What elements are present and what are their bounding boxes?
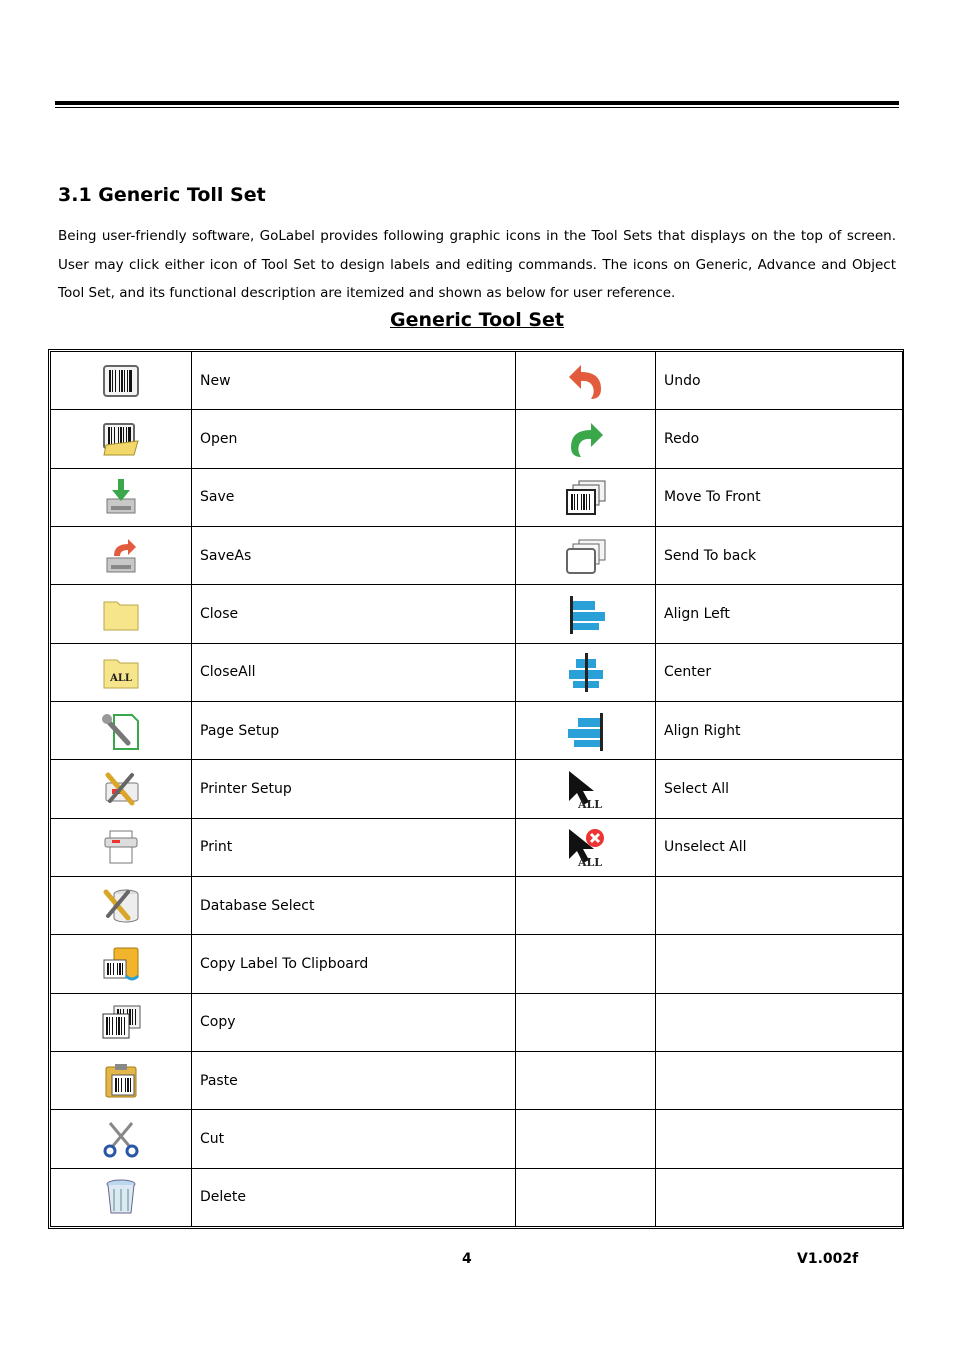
table-row	[51, 468, 903, 526]
icon-cell	[516, 526, 656, 584]
intro-paragraph: Being user-friendly software, GoLabel provides following graphic icons in the Tool Sets that displays on the top of screen. User may click either icon of Tool Set to design labels and editing commands. The icons on Generic, Advance and Object Tool Set, and its functional description are itemized and shown as below for user reference.	[58, 228, 896, 301]
icon-cell	[51, 876, 192, 934]
tool-label	[656, 993, 903, 1051]
tool-label: Copy Label To Clipboard	[192, 935, 516, 993]
table-row	[51, 818, 903, 876]
redo-icon	[563, 417, 609, 461]
table-row	[51, 701, 903, 759]
icon-cell	[516, 1051, 656, 1109]
open-label-icon	[98, 417, 144, 461]
unselect-all-icon	[563, 825, 609, 869]
tool-label: Copy	[192, 993, 516, 1051]
tool-label	[656, 1168, 903, 1226]
paste-icon	[98, 1059, 144, 1103]
icon-cell	[516, 352, 656, 410]
save-as-icon	[98, 534, 144, 578]
header-rule-thin	[55, 107, 899, 108]
tool-label: Print	[192, 818, 516, 876]
tool-label: Cut	[192, 1110, 516, 1168]
tool-label	[656, 1110, 903, 1168]
page-setup-icon	[98, 709, 144, 753]
table-row	[51, 643, 903, 701]
tool-label: New	[192, 352, 516, 410]
table-title: Generic Tool Set	[390, 309, 564, 331]
icon-cell	[51, 993, 192, 1051]
send-to-back-icon	[563, 534, 609, 578]
header-rule-thick	[55, 101, 899, 105]
table-row	[51, 1168, 903, 1226]
icon-cell	[516, 585, 656, 643]
tool-label: Save	[192, 468, 516, 526]
icon-cell	[51, 1168, 192, 1226]
generic-tool-set-table	[50, 351, 903, 1227]
table-row	[51, 760, 903, 818]
printer-setup-icon	[98, 767, 144, 811]
icon-cell	[51, 818, 192, 876]
icon-cell	[51, 935, 192, 993]
copy-icon	[98, 1000, 144, 1044]
tool-label	[656, 876, 903, 934]
svg-text:ALL: ALL	[577, 797, 602, 811]
icon-cell	[51, 468, 192, 526]
align-left-icon	[563, 592, 609, 636]
table-row	[51, 935, 903, 993]
copy-label-to-clipboard-icon	[98, 942, 144, 986]
icon-cell	[51, 1051, 192, 1109]
tool-label: Page Setup	[192, 701, 516, 759]
icon-cell	[516, 818, 656, 876]
table-row	[51, 526, 903, 584]
move-to-front-icon	[563, 475, 609, 519]
icon-cell	[51, 1110, 192, 1168]
icon-cell	[51, 352, 192, 410]
table-row	[51, 1051, 903, 1109]
tool-label: CloseAll	[192, 643, 516, 701]
icon-cell	[516, 935, 656, 993]
icon-cell	[51, 526, 192, 584]
icon-cell	[516, 1168, 656, 1226]
tool-label: Redo	[656, 410, 903, 468]
table-row	[51, 410, 903, 468]
table-row	[51, 585, 903, 643]
tool-label: Paste	[192, 1051, 516, 1109]
icon-cell	[516, 993, 656, 1051]
tool-label: Printer Setup	[192, 760, 516, 818]
tool-label: Send To back	[656, 526, 903, 584]
table-row	[51, 1110, 903, 1168]
tool-label: Unselect All	[656, 818, 903, 876]
print-icon	[98, 825, 144, 869]
tool-label: Close	[192, 585, 516, 643]
cut-scissors-icon	[98, 1117, 144, 1161]
tool-label	[656, 1051, 903, 1109]
tool-label: Database Select	[192, 876, 516, 934]
save-icon	[98, 475, 144, 519]
align-center-icon	[563, 650, 609, 694]
tool-label: Delete	[192, 1168, 516, 1226]
section-title: 3.1 Generic Toll Set	[58, 184, 266, 206]
select-all-icon	[563, 767, 609, 811]
close-all-folder-icon	[98, 650, 144, 694]
icon-cell	[51, 701, 192, 759]
tool-label: Select All	[656, 760, 903, 818]
close-folder-icon	[98, 592, 144, 636]
table-row	[51, 352, 903, 410]
icon-cell	[51, 410, 192, 468]
align-right-icon	[563, 709, 609, 753]
database-select-icon	[98, 884, 144, 928]
tool-label: SaveAs	[192, 526, 516, 584]
delete-bin-icon	[98, 1175, 144, 1219]
tool-label: Center	[656, 643, 903, 701]
table-row	[51, 876, 903, 934]
undo-icon	[563, 359, 609, 403]
icon-cell	[516, 1110, 656, 1168]
version-label: V1.002f	[797, 1251, 859, 1267]
icon-cell	[51, 643, 192, 701]
icon-cell	[516, 760, 656, 818]
icon-cell	[516, 410, 656, 468]
tool-label: Undo	[656, 352, 903, 410]
icon-cell	[516, 643, 656, 701]
generic-tool-set-table-frame	[48, 349, 904, 1229]
svg-text:ALL: ALL	[577, 856, 602, 870]
new-label-icon	[98, 359, 144, 403]
tool-label	[656, 935, 903, 993]
page-number: 4	[462, 1251, 472, 1267]
icon-cell	[516, 468, 656, 526]
icon-cell	[516, 876, 656, 934]
tool-label: Move To Front	[656, 468, 903, 526]
table-row	[51, 993, 903, 1051]
tool-label: Align Right	[656, 701, 903, 759]
svg-text:ALL: ALL	[110, 673, 132, 685]
icon-cell	[51, 585, 192, 643]
tool-label: Align Left	[656, 585, 903, 643]
icon-cell	[51, 760, 192, 818]
icon-cell	[516, 701, 656, 759]
tool-label: Open	[192, 410, 516, 468]
